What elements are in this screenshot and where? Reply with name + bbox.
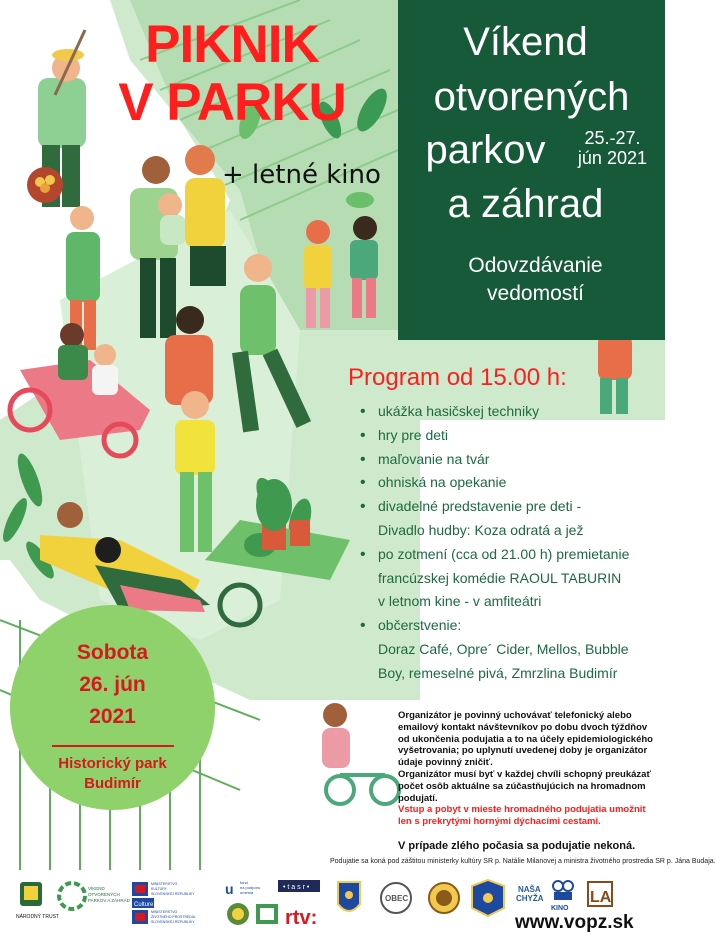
program-item: • maľovanie na tvár (360, 448, 660, 472)
program-item: Divadlo hudby: Koza odratá a jež (378, 521, 584, 538)
weekend-date-line2: jún 2021 (577, 148, 647, 168)
weekend-line1: Víkend (463, 20, 588, 64)
main-title-line1: PIKNIK (145, 15, 319, 74)
narodny-trust-text: NÁRODNÝ TRUST (16, 914, 59, 920)
subtitle-summer-cinema: + letné kino (222, 160, 381, 190)
ministry-environment-logo (132, 910, 196, 924)
weekend-date-line1: 25.-27. (584, 128, 641, 148)
fpu-text-line2: na podporu (240, 885, 261, 890)
program-item: francúzskej komédie RAOUL TABURIN (378, 569, 622, 586)
nasa-text-line1: NAŠA (518, 885, 541, 894)
circle-divider (52, 745, 174, 747)
program-item: • občerstvenie: (360, 614, 660, 638)
weekend-banner (398, 0, 665, 340)
fpu-text-line1: fond (240, 880, 248, 885)
weekend-line3: parkov (425, 128, 546, 172)
vopz-text-line3: PARKOV A ZÁHRAD (88, 898, 130, 903)
obec-logo (381, 883, 411, 913)
tasr-logo (278, 880, 320, 892)
patronage-footnote: Podujatie sa koná pod záštitou ministerky kultúry SR p. Natálie Milanovej a ministra životného prostredia SR p. Jána Budaja. (330, 858, 716, 865)
weekend-theme-line1: Odovzdávanie (468, 254, 603, 277)
event-date: 26. jún (79, 673, 146, 696)
main-title-line2: V PARKU (118, 73, 346, 132)
rtvs-text: rtv: (285, 907, 318, 929)
program-item: • po zotmení (cca od 21.00 h) premietanie (360, 543, 660, 567)
mzp-text-line3: SLOVENSKEJ REPUBLIKY (151, 920, 195, 924)
nasa-text-line2: CHYŽA (516, 894, 544, 903)
vopz-logo (59, 883, 131, 909)
mzp-text-line2: ŽIVOTNÉHO PROSTREDIA (151, 915, 196, 919)
rtvs-logo (285, 907, 317, 929)
program-item: Boy, remeselné pivá, Zmrzlina Budimír (378, 664, 618, 681)
organizer-notice-count: Organizátor musí byť v každej chvíli schopný preukázať počet osôb aktuálne sa zúčastňujúcich na hromadnom podujatí. (398, 768, 652, 804)
program-item: • divadelné predstavenie pre deti - (360, 495, 660, 519)
culture-text: Culture (134, 902, 154, 908)
nasa-chyza-logo (516, 885, 544, 903)
la-text: LA (590, 889, 612, 906)
main-title (92, 16, 372, 132)
weekend-line4: a záhrad (447, 182, 604, 226)
ministry-culture-logo (132, 882, 195, 896)
program-title: Program od 15.00 h: (348, 364, 567, 391)
program-list (360, 400, 660, 686)
program-item: • ohniská na opekanie (360, 471, 660, 495)
weekend-date (578, 128, 647, 168)
vopz-text-line2: OTVORENÝCH (88, 892, 120, 897)
emblem-logo (472, 880, 504, 916)
event-year: 2021 (89, 705, 136, 728)
organizer-notice (398, 710, 660, 828)
mzp-text-line1: MINISTERSTVO (151, 910, 178, 914)
culture-logo (132, 898, 154, 908)
fpu-logo (225, 880, 260, 897)
weekend-theme-line2: vedomostí (487, 282, 584, 305)
program-item: • ukážka hasičskej techniky (360, 400, 660, 424)
kino-text: KINO (551, 905, 569, 912)
vopz-text-line1: VÍKEND (88, 886, 105, 891)
weekend-line2: otvorených (433, 75, 630, 119)
organizer-notice-contacts: Organizátor je povinný uchovávať telefonický alebo emailový kontakt návštevníkov po dobu dvoch týždňov od ukončenia podujatia a to na účely epidemiologického vyšetrovania; po uplynutí uvedenej doby je organizátor údaje povinný zničiť. (398, 710, 653, 769)
organizer-notice-mask: Vstup a pobyt v mieste hromadného podujatia umožnit len s prekrytými hornými dýchacími cestami. (398, 804, 646, 828)
event-place-line1: Historický park (58, 755, 167, 772)
website-link[interactable]: www.vopz.sk (515, 912, 634, 933)
badge-logos (227, 903, 278, 925)
program-item: Doraz Café, Opre´ Cider, Mellos, Bubble (378, 640, 629, 657)
mk-text-line1: MINISTERSTVO (151, 882, 178, 886)
event-day: Sobota (76, 641, 149, 664)
narodny-trust-logo (16, 882, 59, 920)
program-item: • hry pre deti (360, 424, 660, 448)
mk-text-line2: KULTÚRY (151, 887, 168, 891)
svg-text:u: u (225, 881, 234, 897)
program-item: v letnom kine - v amfiteátri (378, 593, 542, 610)
firefighters-logo (429, 883, 459, 913)
event-place-line2: Budimír (84, 775, 141, 792)
la-logo (588, 882, 612, 906)
tasr-text: • t a s r • (283, 884, 310, 891)
obec-text: OBEC (385, 894, 409, 903)
bad-weather-note: V prípade zlého počasia sa podujatie nekoná. (398, 840, 636, 852)
kino-logo (551, 881, 573, 912)
fpu-text-line3: umenia (240, 890, 254, 895)
event-date-circle (10, 605, 215, 810)
mk-text-line3: SLOVENSKEJ REPUBLIKY (151, 892, 195, 896)
weekend-theme (408, 252, 663, 308)
coat-of-arms-logo (338, 882, 360, 911)
